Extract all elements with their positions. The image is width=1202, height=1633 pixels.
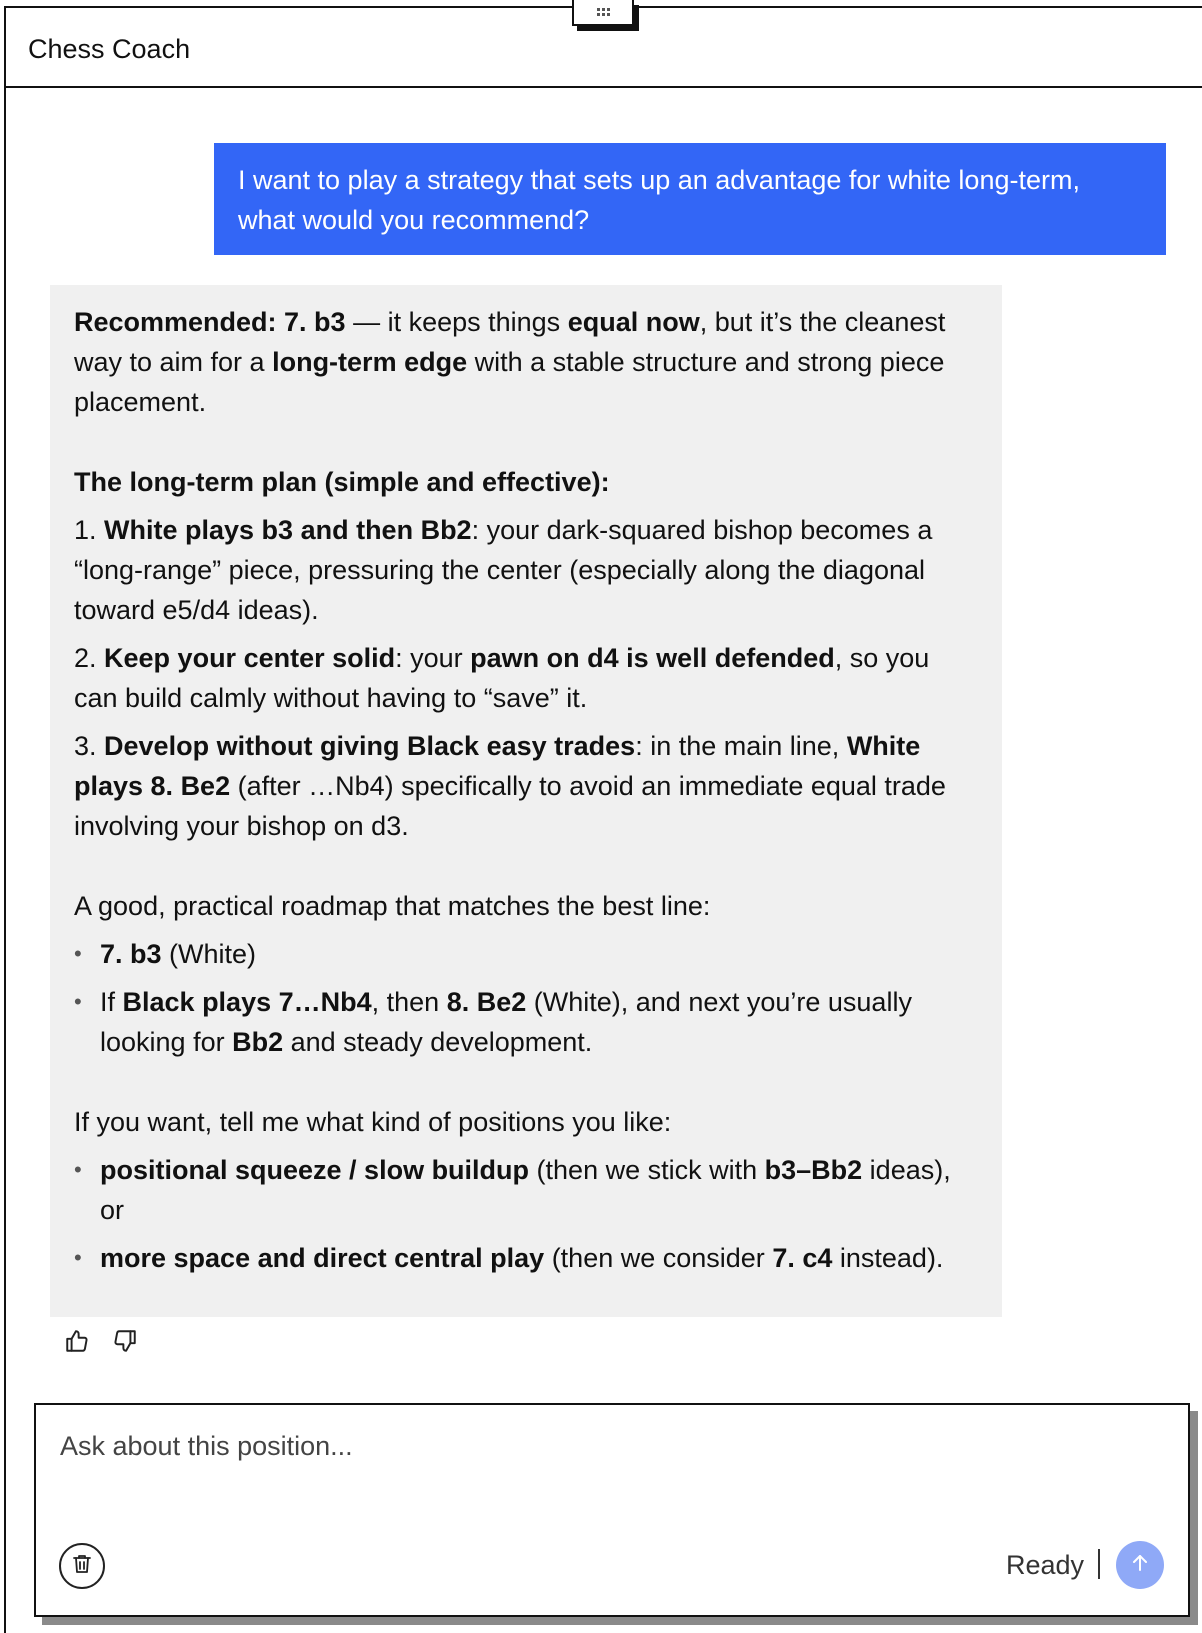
plan-item-text: , so you can build calmly without having to “save” it. xyxy=(74,643,930,713)
roadmap-item-1 xyxy=(74,934,978,974)
assistant-message xyxy=(50,285,1002,1317)
prefs-text: ideas), or xyxy=(100,1155,951,1225)
roadmap-text: , then xyxy=(371,987,447,1017)
plan-item-number: 2. xyxy=(74,643,105,673)
plan-item-text: (after …Nb4) specifically to avoid an immediate equal trade involving your bishop on d3. xyxy=(74,771,946,841)
roadmap-bold: Bb2 xyxy=(232,1027,284,1057)
plan-item-bold: pawn on d4 is well defended xyxy=(470,643,835,673)
plan-item-2 xyxy=(74,638,978,718)
roadmap-text: (White), and next you’re usually looking for xyxy=(100,987,912,1057)
plan-item-number: 1. xyxy=(74,515,105,545)
composer-box xyxy=(34,1403,1190,1617)
roadmap-text: If xyxy=(100,987,123,1017)
page-title: Chess Coach xyxy=(28,34,191,64)
intro-text-2: , but it’s the cleanest way to aim for a xyxy=(74,307,946,377)
intro-bold-2: equal now xyxy=(567,307,700,337)
prefs-item-1 xyxy=(74,1150,978,1230)
plan-item-bold: White plays 8. Be2 xyxy=(74,731,921,801)
prefs-text: (then we consider xyxy=(544,1243,773,1273)
thumbs-up-icon[interactable] xyxy=(64,1328,90,1354)
status-divider xyxy=(1098,1549,1100,1579)
prefs-text: (then we stick with xyxy=(529,1155,765,1185)
grip-dots-icon xyxy=(597,8,610,16)
user-message xyxy=(214,143,1166,255)
composer xyxy=(34,1403,1190,1617)
intro-bold-3: long-term edge xyxy=(272,347,468,377)
prefs-intro: If you want, tell me what kind of positions you like: xyxy=(74,1107,672,1137)
plan-item-number: 3. xyxy=(74,731,105,761)
roadmap-item-2 xyxy=(74,982,978,1062)
arrow-up-icon xyxy=(1128,1551,1152,1580)
roadmap-text: and steady development. xyxy=(283,1027,593,1057)
user-message-text: I want to play a strategy that sets up an advantage for white long-term, what would you recommend? xyxy=(238,165,1080,235)
prefs-bold: positional squeeze / slow buildup xyxy=(100,1155,530,1185)
thumbs-down-icon[interactable] xyxy=(112,1328,138,1354)
drag-handle[interactable] xyxy=(572,0,634,26)
chat-panel xyxy=(4,6,1202,1633)
plan-item-text: : your dark-squared bishop becomes a “long-range” piece, pressuring the center (especially along the diagonal toward e5/d4 ideas). xyxy=(74,515,933,625)
feedback-bar xyxy=(64,1328,138,1354)
plan-heading-text: The long-term plan (simple and effective): xyxy=(74,467,610,497)
message-input[interactable] xyxy=(58,1429,1142,1503)
plan-heading xyxy=(74,462,978,502)
plan-item-text: : in the main line, xyxy=(635,731,847,761)
send-button[interactable] xyxy=(1116,1541,1164,1589)
plan-item-bold: Keep your center solid xyxy=(104,643,396,673)
prefs-bold: b3–Bb2 xyxy=(764,1155,863,1185)
roadmap-bold: 8. Be2 xyxy=(446,987,527,1017)
roadmap-bold: Black plays 7…Nb4 xyxy=(122,987,372,1017)
plan-item-text: : your xyxy=(395,643,471,673)
intro-paragraph xyxy=(74,302,978,422)
plan-item-bold: Develop without giving Black easy trades xyxy=(104,731,636,761)
prefs-bold: more space and direct central play xyxy=(100,1243,545,1273)
roadmap-bold: 7. b3 xyxy=(100,939,162,969)
prefs-bold: 7. c4 xyxy=(772,1243,833,1273)
prefs-item-2 xyxy=(74,1238,978,1278)
roadmap-text: (White) xyxy=(161,939,257,969)
plan-item-bold: White plays b3 and then Bb2 xyxy=(104,515,472,545)
roadmap-intro: A good, practical roadmap that matches the best line: xyxy=(74,891,711,921)
plan-item-3 xyxy=(74,726,978,846)
intro-text-3: with a stable structure and strong piece placement. xyxy=(74,347,945,417)
clear-chat-button[interactable] xyxy=(59,1543,105,1589)
intro-bold-1: Recommended: 7. b3 xyxy=(74,307,346,337)
intro-text-1: — it keeps things xyxy=(345,307,568,337)
trash-icon xyxy=(70,1552,94,1581)
plan-item-1 xyxy=(74,510,978,630)
status-text: Ready xyxy=(1005,1550,1084,1580)
prefs-text: instead). xyxy=(832,1243,944,1273)
